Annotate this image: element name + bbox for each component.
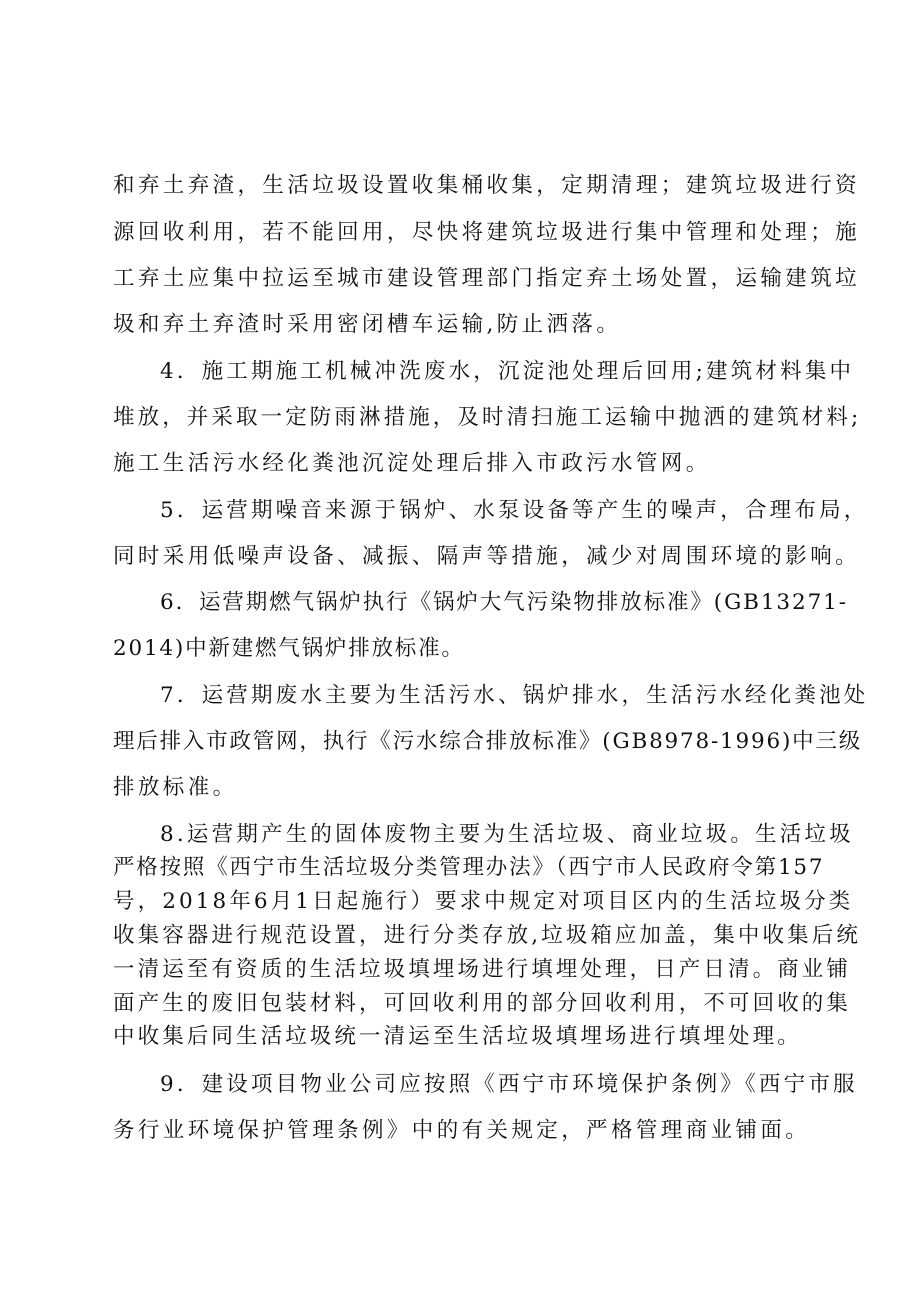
text-line: 2014)中新建燃气锅炉排放标准。 [113, 636, 465, 661]
paragraph-5-first-line: 5．运营期噪音来源于锅炉、水泵设备等产生的噪声，合理布局， [160, 498, 869, 523]
text-line: 同时采用低噪声设备、减振、隔声等措施，减少对周围环境的影响。 [113, 544, 861, 569]
text-line: 号，2018年6月1日起施行）要求中规定对项目区内的生活垃圾分类 [113, 889, 854, 914]
paragraph-8-first-line: 8.运营期产生的固体废物主要为生活垃圾、商业垃圾。生活垃圾 [160, 822, 854, 847]
paragraph-7-first-line: 7．运营期废水主要为生活污水、锅炉排水，生活污水经化粪池处 [160, 683, 869, 708]
paragraph-4-first-line: 4．施工期施工机械冲洗废水，沉淀池处理后回用;建筑材料集中 [160, 359, 855, 384]
text-line: 理后排入市政管网，执行《污水综合排放标准》(GB8978-1996)中三级 [113, 729, 863, 754]
text-line: 施工生活污水经化粪池沉淀处理后排入市政污水管网。 [113, 451, 711, 476]
text-line: 面产生的废旧包装材料，可回收利用的部分回收利用，不可回收的集 [113, 991, 852, 1016]
text-line: 和弃土弃渣，生活垃圾设置收集桶收集，定期清理；建筑垃圾进行资 [113, 173, 861, 198]
text-line: 一清运至有资质的生活垃圾填埋场进行填埋处理，日产日清。商业铺 [113, 957, 852, 982]
text-line: 圾和弃土弃渣时采用密闭槽车运输,防止洒落。 [113, 312, 622, 337]
text-line: 工弃土应集中拉运至城市建设管理部门指定弃土场处置，运输建筑垃 [113, 266, 861, 291]
text-line: 排放标准。 [113, 775, 238, 800]
text-line: 收集容器进行规范设置，进行分类存放,垃圾箱应加盖，集中收集后统 [113, 923, 861, 948]
paragraph-6-first-line: 6．运营期燃气锅炉执行《锅炉大气污染物排放标准》(GB13271- [160, 590, 848, 615]
text-line: 务行业环境保护管理条例》中的有关规定，严格管理商业铺面。 [113, 1118, 811, 1143]
text-line: 中收集后同生活垃圾统一清运至生活垃圾填埋场进行填埋处理。 [113, 1024, 802, 1049]
text-line: 堆放，并采取一定防雨淋措施，及时清扫施工运输中抛洒的建筑材料; [113, 405, 862, 430]
paragraph-9-first-line: 9．建设项目物业公司应按照《西宁市环境保护条例》《西宁市服 [160, 1072, 858, 1097]
text-line: 严格按照《西宁市生活垃圾分类管理办法》（西宁市人民政府令第157 [113, 855, 825, 880]
text-line: 源回收利用，若不能回用，尽快将建筑垃圾进行集中管理和处理；施 [113, 220, 861, 245]
